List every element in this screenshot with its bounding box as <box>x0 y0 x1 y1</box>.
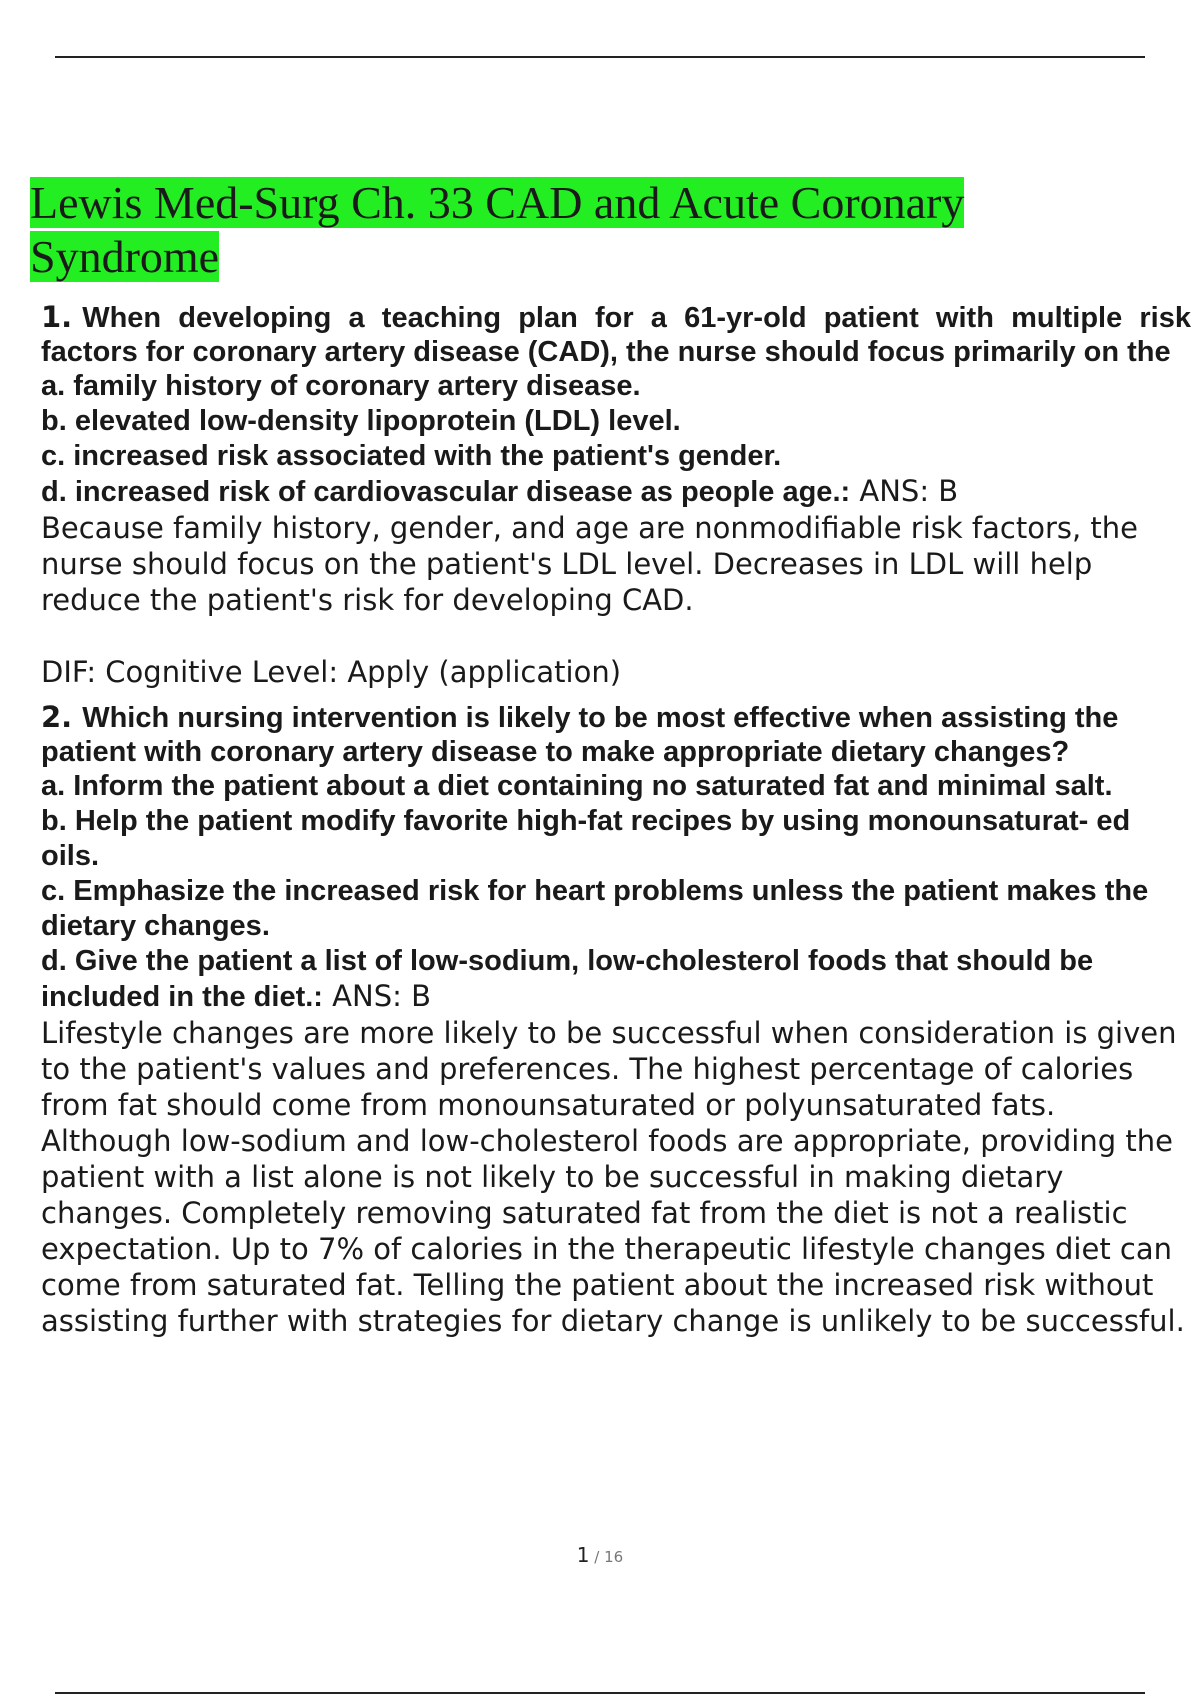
title-line-2: Syndrome <box>30 231 220 282</box>
question-2-number: 2. <box>41 700 73 734</box>
question-1-text: When developing a teaching plan for a 61-yr-old patient with multiple risk factors for coronary artery disease (CAD), the nurse should focus primarily on the <box>41 302 1191 368</box>
footer-rule <box>55 1692 1145 1694</box>
page-current: 1 <box>576 1543 590 1567</box>
page-total: / 16 <box>589 1548 624 1566</box>
question-2-answer: ANS: B <box>322 979 431 1013</box>
question-2-option-b: b. Help the patient modify favorite high-fat recipes by using monounsaturat- ed oils. <box>41 805 1131 872</box>
page-indicator <box>0 1543 1200 1567</box>
document-title <box>30 176 1190 284</box>
question-2-text: Which nursing intervention is likely to be most effective when assisting the patient with coronary artery disease to make appropriate dietary changes? <box>41 702 1119 768</box>
question-2-rationale: Lifestyle changes are more likely to be successful when consideration is given to the patient's values and preferences. The highest percentage of calories from fat should come from monounsaturated or polyunsaturated fats. Although low-sodium and low-cholesterol foods are appropriate, providing the patient with a list alone is not likely to be successful in making dietary changes. Completely removing saturated fat from the diet is not a realistic expectation. Up to 7% of calories in the therapeutic lifestyle changes diet can come from saturated fat. Telling the patient about the increased risk without assisting further with strategies for dietary change is unlikely to be successful. <box>41 1016 1185 1338</box>
question-1-option-d-text: d. increased risk of cardiovascular disease as people age.: <box>41 476 851 508</box>
question-2 <box>41 700 1191 1339</box>
question-2-stem <box>41 700 1191 769</box>
title-line-1: Lewis Med-Surg Ch. 33 CAD and Acute Coronary <box>30 177 965 228</box>
question-2-option-d <box>41 944 1191 1015</box>
question-2-option-d-text: d. Give the patient a list of low-sodium, low-cholesterol foods that should be included in the diet.: <box>41 945 1094 1013</box>
question-1-option-c: c. increased risk associated with the patient's gender. <box>41 440 782 472</box>
question-1-number: 1. <box>41 300 73 334</box>
question-1-stem <box>41 300 1191 369</box>
question-1-option-b: b. elevated low-density lipoprotein (LDL) level. <box>41 405 681 437</box>
header-rule <box>55 56 1145 58</box>
question-1-rationale: Because family history, gender, and age are nonmodifiable risk factors, the nurse should focus on the patient's LDL level. Decreases in LDL will help reduce the patient's risk for developing CAD. <box>41 511 1139 617</box>
question-1-answer: ANS: B <box>850 474 959 508</box>
question-1-option-a: a. family history of coronary artery disease. <box>41 370 641 402</box>
question-2-option-a: a. Inform the patient about a diet containing no saturated fat and minimal salt. <box>41 770 1113 802</box>
question-1 <box>41 300 1191 690</box>
question-1-option-d <box>41 474 1191 510</box>
question-2-option-c: c. Emphasize the increased risk for heart problems unless the patient makes the dietary changes. <box>41 875 1149 942</box>
question-1-difficulty: DIF: Cognitive Level: Apply (application) <box>41 655 622 689</box>
document-body <box>41 300 1191 1339</box>
